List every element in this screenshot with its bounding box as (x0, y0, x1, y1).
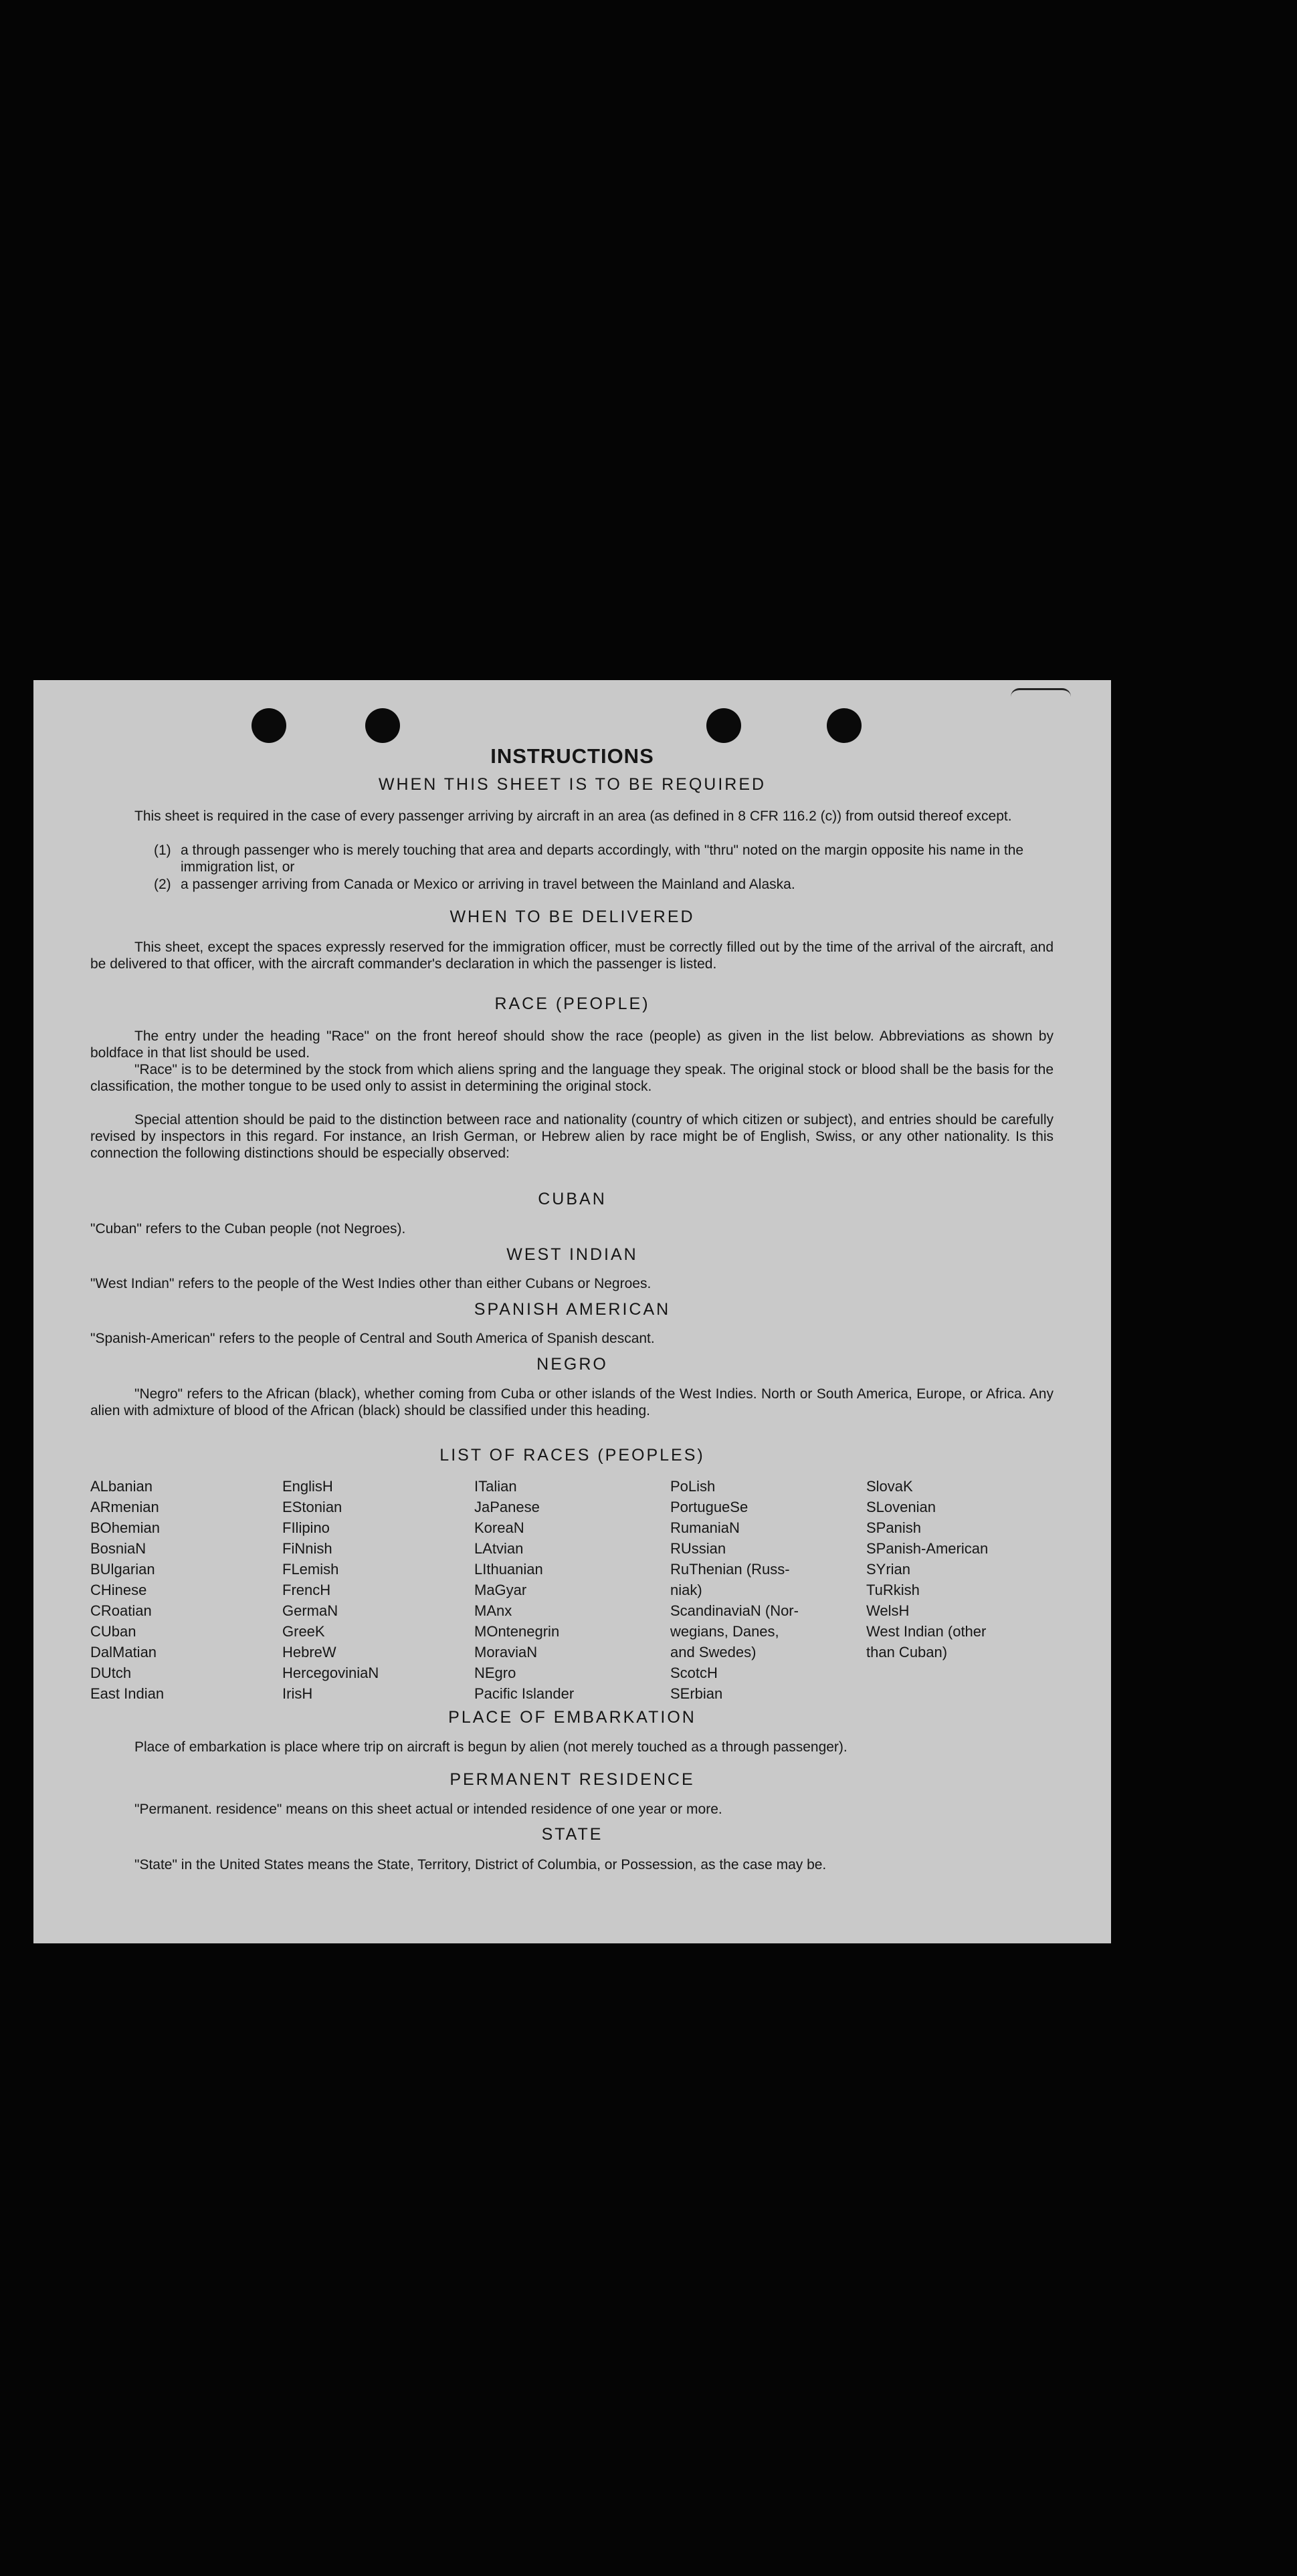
punch-hole (706, 708, 741, 743)
spanish-american-text: "Spanish-American" refers to the people of Central and South America of Spanish descant. (90, 1331, 655, 1346)
state-text: "State" in the United States means the State, Territory, District of Columbia, or Possession, as the case may be. (134, 1857, 827, 1872)
race-paragraph-3: Special attention should be paid to the distinction between race and nationality (country of which citizen or subject), and entries should be carefully revised by inspectors in this regard. For instance, an Irish German, or Hebrew alien by race might be of English, Swiss, or any other nationality. Is this connection the following distinctions should be especially observed: (90, 1112, 1054, 1161)
instructions-title: INSTRUCTIONS (490, 744, 654, 768)
heading-state: STATE (541, 1825, 603, 1844)
heading-when-required: WHEN THIS SHEET IS TO BE REQUIRED (378, 775, 767, 794)
heading-when-delivered: WHEN TO BE DELIVERED (450, 907, 695, 926)
race-column-3: ITalian JaPanese KoreaN LAtvian LIthuanian MaGyar MAnx MOntenegrin MoraviaN NEgro Pacific Islander (474, 1478, 575, 1702)
heading-cuban: CUBAN (538, 1190, 607, 1208)
race-column-2: EnglisH EStonian FIlipino FiNnish FLemish FrencH GermaN GreeK HebreW HercegoviniaN IrisH (282, 1478, 379, 1702)
when-delivered-text: This sheet, except the spaces expressly reserved for the immigration officer, must be correctly filled out by the time of the arrival of the aircraft, and be delivered to that officer, with the aircraft commander's declaration in which the passenger is listed. (90, 940, 1054, 972)
when-required-item-1 (154, 842, 1054, 875)
when-required-item-2 (154, 876, 1054, 893)
punch-hole (827, 708, 862, 743)
when-required-intro: This sheet is required in the case of every passenger arriving by aircraft in an area (as defined in 8 CFR 116.2 (c)) from outsid thereof except. (134, 809, 1012, 824)
heading-permanent-residence: PERMANENT RESIDENCE (450, 1770, 695, 1789)
race-column-1: ALbanian ARmenian BOhemian BosniaN BUlgarian CHinese CRoatian CUban DalMatian DUtch East Indian (90, 1478, 165, 1702)
item-text: a through passenger who is merely touching that area and departs accordingly, with "thru" noted on the margin opposite his name in the immigration list, or (181, 843, 1024, 875)
race-paragraph-1: The entry under the heading "Race" on the front hereof should show the race (people) as given in the list below. Abbreviations as shown by boldface in that list should be used. (90, 1029, 1054, 1061)
race-list (90, 1476, 1060, 1702)
corner-mark (1011, 688, 1071, 697)
punch-hole (252, 708, 286, 743)
race-column-5: SlovaK SLovenian SPanish SPanish-American SYrian TuRkish WelsH West Indian (other than Cuban) (866, 1478, 989, 1660)
cuban-text: "Cuban" refers to the Cuban people (not Negroes). (90, 1221, 406, 1237)
punch-hole (365, 708, 400, 743)
negro-text: "Negro" refers to the African (black), whether coming from Cuba or other islands of the West Indies. North or South America, Europe, or Africa. Any alien with admixture of blood of the African (black) should be classified under this heading. (90, 1386, 1054, 1418)
race-paragraph-2: "Race" is to be determined by the stock from which aliens spring and the language they speak. The original stock or blood shall be the basis for the classification, the mother tongue to be used only to assist in determining the original stock. (90, 1062, 1054, 1094)
item-number: (1) (154, 843, 171, 858)
heading-embarkation: PLACE OF EMBARKATION (448, 1708, 696, 1727)
item-number: (2) (154, 877, 171, 892)
race-column-4: PoLish PortugueSe RumaniaN RUssian RuThenian (Russ- niak) ScandinaviaN (Nor- wegians, Danes, and Swedes) ScotcH SErbian (670, 1478, 799, 1702)
west-indian-text: "West Indian" refers to the people of the West Indies other than either Cubans or Negroes. (90, 1276, 652, 1291)
heading-race: RACE (PEOPLE) (494, 994, 650, 1013)
heading-list-of-races: LIST OF RACES (PEOPLES) (439, 1446, 705, 1465)
heading-spanish-american: SPANISH AMERICAN (474, 1300, 671, 1319)
heading-negro: NEGRO (536, 1355, 608, 1374)
item-text: a passenger arriving from Canada or Mexico or arriving in travel between the Mainland and Alaska. (181, 877, 795, 892)
residence-text: "Permanent. residence" means on this sheet actual or intended residence of one year or more. (134, 1802, 722, 1817)
embarkation-text: Place of embarkation is place where trip on aircraft is begun by alien (not merely touched as a through passenger). (134, 1739, 847, 1755)
heading-west-indian: WEST INDIAN (506, 1245, 638, 1264)
document-page (33, 680, 1111, 1943)
